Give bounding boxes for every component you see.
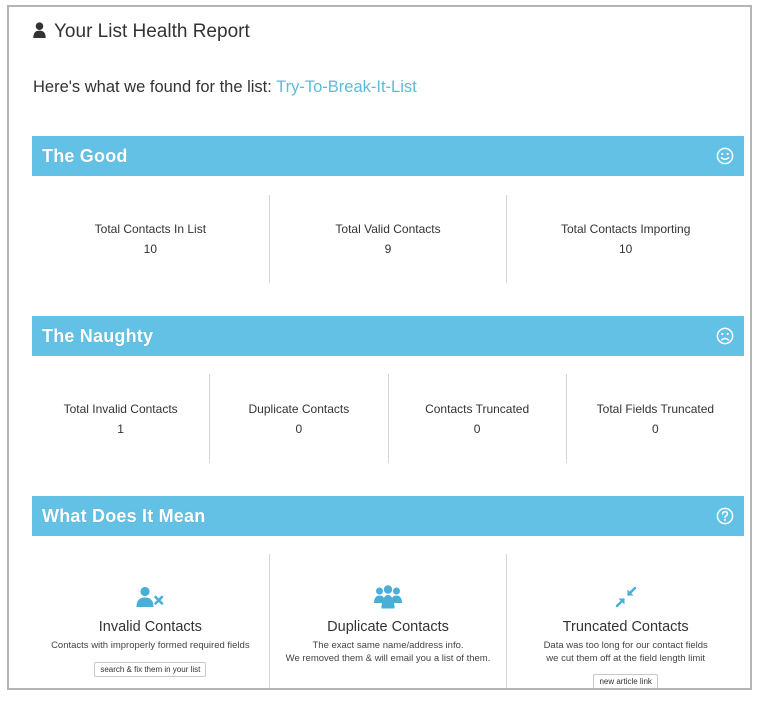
new-article-link-button[interactable]: new article link [593,674,657,689]
user-icon [33,22,46,43]
stat-value: 10 [143,242,158,256]
stat-valid-contacts [270,195,508,283]
stat-value: 0 [652,421,659,436]
good-stats [32,195,744,283]
meaning-duplicate-contacts [270,554,508,690]
stat-fields-truncated [567,374,744,463]
stat-invalid-contacts [32,374,210,463]
stat-value: 0 [295,421,303,436]
question-circle-icon[interactable] [716,507,734,525]
meaning-columns [32,554,744,690]
stat-duplicate-contacts [210,374,388,463]
meaning-truncated-contacts [507,554,744,690]
report-frame [7,5,752,690]
stat-label: Total Contacts In List [94,222,207,236]
compress-icon [615,584,637,610]
stat-total-contacts [32,195,270,283]
stat-label: Contacts Truncated [425,401,530,416]
stat-label: Total Invalid Contacts [63,401,178,416]
meaning-desc-line: Data was too long for our contact fields [543,640,708,651]
meaning-invalid-contacts [32,554,270,690]
stat-value: 0 [473,421,481,436]
section-good-title: The Good [42,145,128,166]
stat-value: 9 [384,242,392,256]
stat-value: 1 [117,421,124,436]
smile-icon [716,147,734,165]
stat-label: Total Valid Contacts [335,222,441,236]
stat-contacts-truncated [389,374,567,463]
section-good-header [32,136,744,176]
meaning-title: Invalid Contacts [98,619,202,635]
stat-label: Total Fields Truncated [596,401,715,416]
list-name-link[interactable]: Try-To-Break-It-List [276,78,417,96]
meaning-desc-line: We removed them & will email you a list of them. [285,652,491,664]
frown-icon [716,327,734,345]
stat-contacts-importing [507,195,744,283]
report-header [33,21,250,43]
search-fix-button[interactable]: search & fix them in your list [94,662,206,677]
stat-label: Total Contacts Importing [560,222,691,236]
section-naughty-header [32,316,744,356]
stat-value: 10 [619,242,633,256]
meaning-desc-line: Contacts with improperly formed required fields [51,640,250,651]
meaning-description [286,640,491,665]
list-summary [33,78,417,97]
group-icon [374,584,402,610]
list-summary-prefix: Here's what we found for the list: [33,78,277,96]
section-meaning-title: What Does It Mean [42,505,206,526]
meaning-desc-line: we cut them off at the field length limit [546,652,706,664]
section-meaning-header [32,496,744,536]
stat-label: Duplicate Contacts [248,401,350,416]
meaning-description [51,640,250,653]
meaning-title: Truncated Contacts [562,619,689,635]
section-naughty-title: The Naughty [42,325,154,346]
meaning-desc-line: The exact same name/address info. [312,640,464,651]
meaning-description [544,640,708,665]
meaning-title: Duplicate Contacts [327,619,449,635]
page-title: Your List Health Report [54,21,250,42]
naughty-stats [32,374,744,463]
user-remove-icon [136,584,164,610]
